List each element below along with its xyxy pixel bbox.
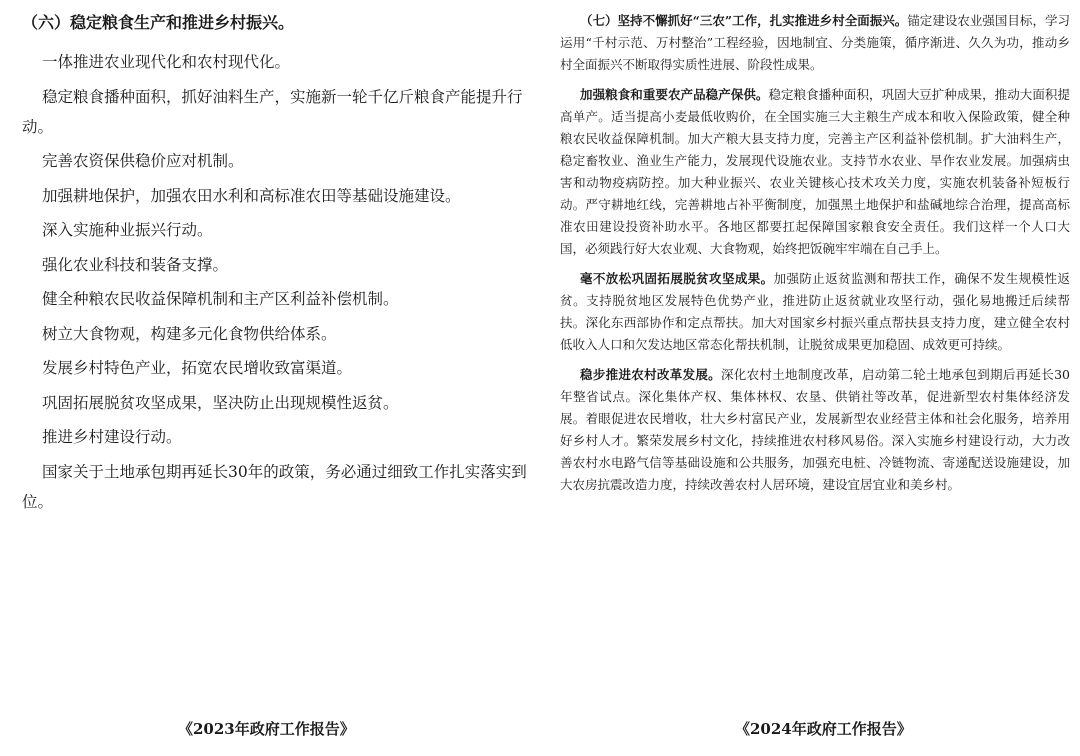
section-title-2023: （六）稳定粮食生产和推进乡村振兴。: [22, 13, 295, 32]
list-item: 树立大食物观，构建多元化食物供给体系。: [42, 324, 337, 343]
list-item: 完善农资保供稳价应对机制。: [42, 152, 244, 170]
list-item: 强化农业科技和装备支撑。: [42, 255, 229, 274]
list-item: 推进乡村建设行动。: [42, 428, 182, 446]
list-item: 加强耕地保护，加强农田水利和高标准农田等基础设施建设。: [42, 186, 461, 205]
paragraph: [560, 84, 1070, 260]
report-2023-section: [22, 12, 542, 521]
caption-2023-report: 《2023年政府工作报告》: [178, 720, 355, 738]
paragraph: [560, 268, 1070, 356]
report-2024-section: [560, 10, 1070, 504]
paragraph-lead: 毫不放松巩固拓展脱贫攻坚成果。: [580, 271, 774, 286]
list-item: 国家关于土地承包期再延长30年的政策，务必通过细致工作扎实落实到位。: [22, 462, 527, 511]
list-item: 健全种粮农民收益保障机制和主产区利益补偿机制。: [42, 290, 399, 308]
paragraph-text: 加强防止返贫监测和帮扶工作，确保不发生规模性返贫。支持脱贫地区发展特色优势产业，推进防止返贫就业攻坚行动，强化易地搬迁后续帮扶。深化东西部协作和定点帮扶。加大对国家乡村振兴重点帮扶县支持力度，建立健全农村低收入人口和欠发达地区常态化帮扶机制，让脱贫成果更加稳固、成效更可持续。: [560, 271, 1070, 352]
paragraph: [560, 10, 1070, 76]
paragraph-lead: 加强粮食和重要农产品稳产保供。: [580, 87, 769, 102]
paragraph: [560, 364, 1070, 496]
paragraph-text: 稳定粮食播种面积，巩固大豆扩种成果，推动大面积提高单产。适当提高小麦最低收购价，在全国实施三大主粮生产成本和收入保险政策，健全种粮农民收益保障机制。加大产粮大县支持力度，完善主产区利益补偿机制。扩大油料生产，稳定畜牧业、渔业生产能力，发展现代设施农业。支持节水农业、旱作农业发展。加强病虫害和动物疫病防控。加大种业振兴、农业关键核心技术攻关力度，实施农机装备补短板行动。严守耕地红线，完善耕地占补平衡制度，加强黑土地保护和盐碱地综合治理，提高高标准农田建设投资补助水平。各地区都要扛起保障国家粮食安全责任。我们这样一个人口大国，必须践行好大农业观、大食物观，始终把饭碗牢牢端在自己手上。: [560, 87, 1070, 256]
caption-2024-report: 《2024年政府工作报告》: [735, 720, 912, 738]
paragraph-text: 深化农村土地制度改革，启动第二轮土地承包到期后再延长30年整省试点。深化集体产权、集体林权、农垦、供销社等改革，促进新型农村集体经济发展。着眼促进农民增收，壮大乡村富民产业，发展新型农业经营主体和社会化服务，培养用好乡村人才。繁荣发展乡村文化，持续推进农村移风易俗。深入实施乡村建设行动，大力改善农村水电路气信等基础设施和公共服务，加强充电桩、冷链物流、寄递配送设施建设，加大农房抗震改造力度，持续改善农村人居环境，建设宜居宜业和美乡村。: [560, 367, 1070, 492]
list-item: 深入实施种业振兴行动。: [42, 221, 213, 239]
list-item: 巩固拓展脱贫攻坚成果，坚决防止出现规模性返贫。: [42, 393, 399, 412]
paragraph-text: 锚定建设农业强国目标，学习运用“千村示范、万村整治”工程经验，因地制宜、分类施策，循序渐进、久久为功，推动乡村全面振兴不断取得实质性进展、阶段性成果。: [560, 13, 1070, 72]
list-item: 发展乡村特色产业，拓宽农民增收致富渠道。: [42, 359, 353, 377]
list-item: 一体推进农业现代化和农村现代化。: [42, 53, 291, 71]
list-item: 稳定粮食播种面积，抓好油料生产，实施新一轮千亿斤粮食产能提升行动。: [22, 87, 523, 136]
paragraph-lead: （七）坚持不懈抓好“三农”工作，扎实推进乡村全面振兴。: [580, 13, 908, 28]
paragraph-lead: 稳步推进农村改革发展。: [580, 367, 721, 382]
